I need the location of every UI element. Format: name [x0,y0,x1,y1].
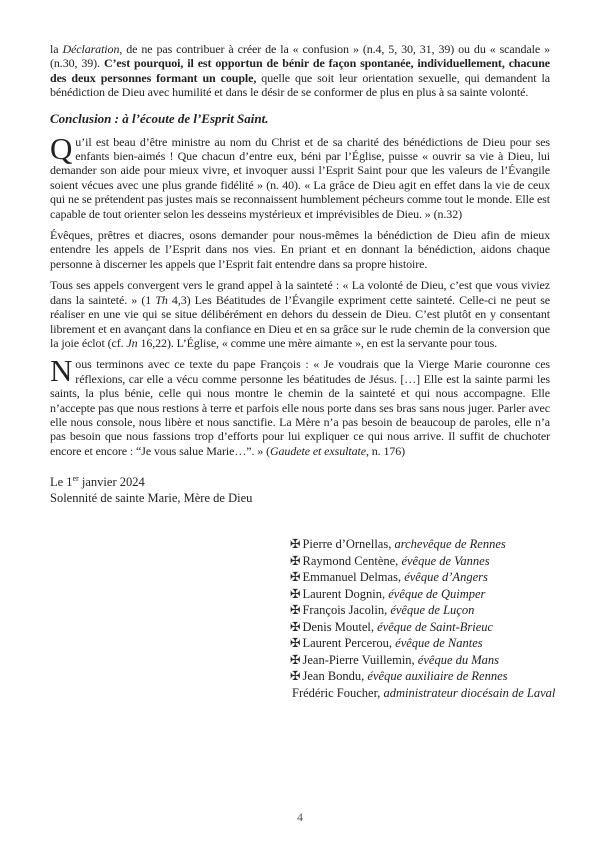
signature-row [290,553,550,570]
signature-row [290,652,550,669]
paragraph-conclusion-pape [50,353,550,458]
signatory-title: évêque de Vannes [401,553,490,568]
signatory-name: Jean Bondu, [302,669,365,684]
paragraph-ministre [50,130,550,221]
signature-row [290,619,550,636]
work-title: Gaudete et exsultate [269,443,366,458]
text-run: quelle que soit leur orientation sexuelle, qui demandent la bénédiction de Dieu avec humilité et dans le désir de se conformer de plus en plus à sa sainte volonté. [50,70,550,100]
signatory-title: évêque de Quimper [388,586,486,601]
dropcap-q: Q [50,130,73,166]
text-run: Évêques, prêtres et diacres, osons demander pour nous-mêmes la bénédiction de Dieu afin de mieux entendre les appels de l’Esprit dans nos vies. En priant et en donnant la bénédiction, aidons chaque personne à discerner les appels que l’Esprit fait entendre dans sa propre histoire. [50,228,550,271]
signature-row [290,536,550,553]
signatory-name: Raymond Centène, [302,553,399,568]
paragraph-saintete [50,278,550,350]
paragraph-eveques [50,228,550,271]
cross-icon: ✠ [290,603,301,618]
bold-statement: C’est pourquoi, il est opportun de bénir de façon spontanée, individuellement, chacune des deux personnes formant un couple, [50,56,550,85]
signatory-name: Laurent Percerou, [302,636,393,651]
text-run: u’il est beau d’être ministre au nom du Christ et de sa charité des bénédictions de Dieu pour ses enfants bien-aimés ! Que chacun d’entre eux, béni par l’Église, puisse « ouvrir sa vie à Dieu, lui demander son aide pour mieux vivre, et invoquer aussi l’Esprit Saint pour que les valeurs de l’Évangile soient vécues avec une plus grande fidélité » (n. 40). « La grâce de Dieu agit en effet dans la vie de ceux qui ne se prétendent pas justes mais se reconnaissent humblement pécheurs comme tout le monde. Elle est capable de tout orienter selon les desseins mystérieux et imprévisibles de Dieu. » (n.32) [50,134,550,221]
signatory-title: évêque d’Angers [404,570,488,585]
signature-row [290,668,550,685]
feast-line: Solennité de sainte Marie, Mère de Dieu [50,491,253,506]
cross-icon: ✠ [290,652,301,667]
text-run: , n. 176) [365,443,406,458]
text-run: 4,3) Les Béatitudes de l’Évangile expriment cette sainteté. Celle-ci ne peut se réaliser en une vie qui se situe délibérément en dehors du dessein de Dieu. C’est plutôt en y consentant librement et en avançant dans la confiance en Dieu et en sa grâce sur le rude chemin de la conversion que la joie éclot (cf. [50,292,550,350]
paragraph-continuation [50,42,550,100]
signatory-title: évêque de Saint-Brieuc [377,619,494,634]
page-content [50,42,556,701]
signatory-name: Emmanuel Delmas, [302,570,402,585]
dropcap-n: N [50,353,73,389]
scripture-ref: Th [155,292,168,307]
signature-row [290,569,550,586]
cross-icon: ✠ [290,636,301,651]
ordinal-suffix: er [72,474,79,483]
date-block [50,474,550,506]
cross-icon: ✠ [290,570,301,585]
signatory-title: archevêque de Rennes [394,537,506,552]
signature-row [290,586,550,603]
signature-list [290,536,556,701]
text-run: Tous ses appels convergent vers le grand appel à la sainteté : « La volonté de Dieu, c’est que vous viviez dans la sainteté. » (1 [50,278,550,307]
text-run: , de ne pas contribuer à créer de la « confusion » (n.4, 5, 30, 31, 39) ou du « scandale » (n.30, 39). [50,42,550,71]
text-run: 16,22). L’Église, « comme une mère aimante », en est la servante pour tous. [137,335,498,350]
signatory-name: Denis Moutel, [302,619,375,634]
cross-icon: ✠ [290,586,301,601]
signatory-title: évêque du Mans [417,652,500,667]
cross-icon: ✠ [290,669,301,684]
signatory-title: administrateur diocésain de Laval [383,685,556,700]
text-run: janvier 2024 [78,475,145,490]
section-heading: Conclusion : à l’écoute de l’Esprit Saint. [50,110,269,126]
cross-icon: ✠ [290,553,301,568]
signature-row [290,685,556,702]
signatory-title: évêque de Nantes [395,636,483,651]
signatory-name: Laurent Dognin, [302,586,386,601]
signatory-name: Frédéric Foucher, [292,685,381,700]
page-number: 4 [297,810,303,824]
signatory-name: François Jacolin, [302,603,388,618]
signatory-name: Jean-Pierre Vuillemin, [302,652,415,667]
scripture-ref: Jn [126,335,138,350]
italic-term: Déclaration [62,42,120,56]
text-run: ous terminons avec ce texte du pape François : « Je voudrais que la Vierge Marie couronne ces réflexions, car elle a vécu comme personne les béatitudes de Jésus. […] Elle est la sainte parmi les saints, la plus bénie, celle qui nous montre le chemin de la sainteté et qui nous accompagne. Elle n’accepte pas que nous restions à terre et parfois elle nous porte dans ses bras sans nous juger. Parler avec elle nous console, nous libère et nous sanctifie. La Mère n’a pas besoin de beaucoup de paroles, elle n’a pas besoin que nous fassions trop d’efforts pour lui expliquer ce qui nous arrive. Il suffit de chuchoter encore et encore : “Je vous salue Marie…”. » ( [50,357,550,458]
cross-icon: ✠ [290,619,301,634]
text-run: la [50,42,63,56]
signature-row [290,635,550,652]
text-run: Le 1 [50,475,73,490]
signatory-title: évêque de Luçon [390,603,475,618]
date-line [50,474,550,490]
signatory-title: évêque auxiliaire de Rennes [367,669,508,684]
cross-icon: ✠ [290,537,301,552]
signatory-name: Pierre d’Ornellas, [302,537,392,552]
signature-row [290,602,550,619]
